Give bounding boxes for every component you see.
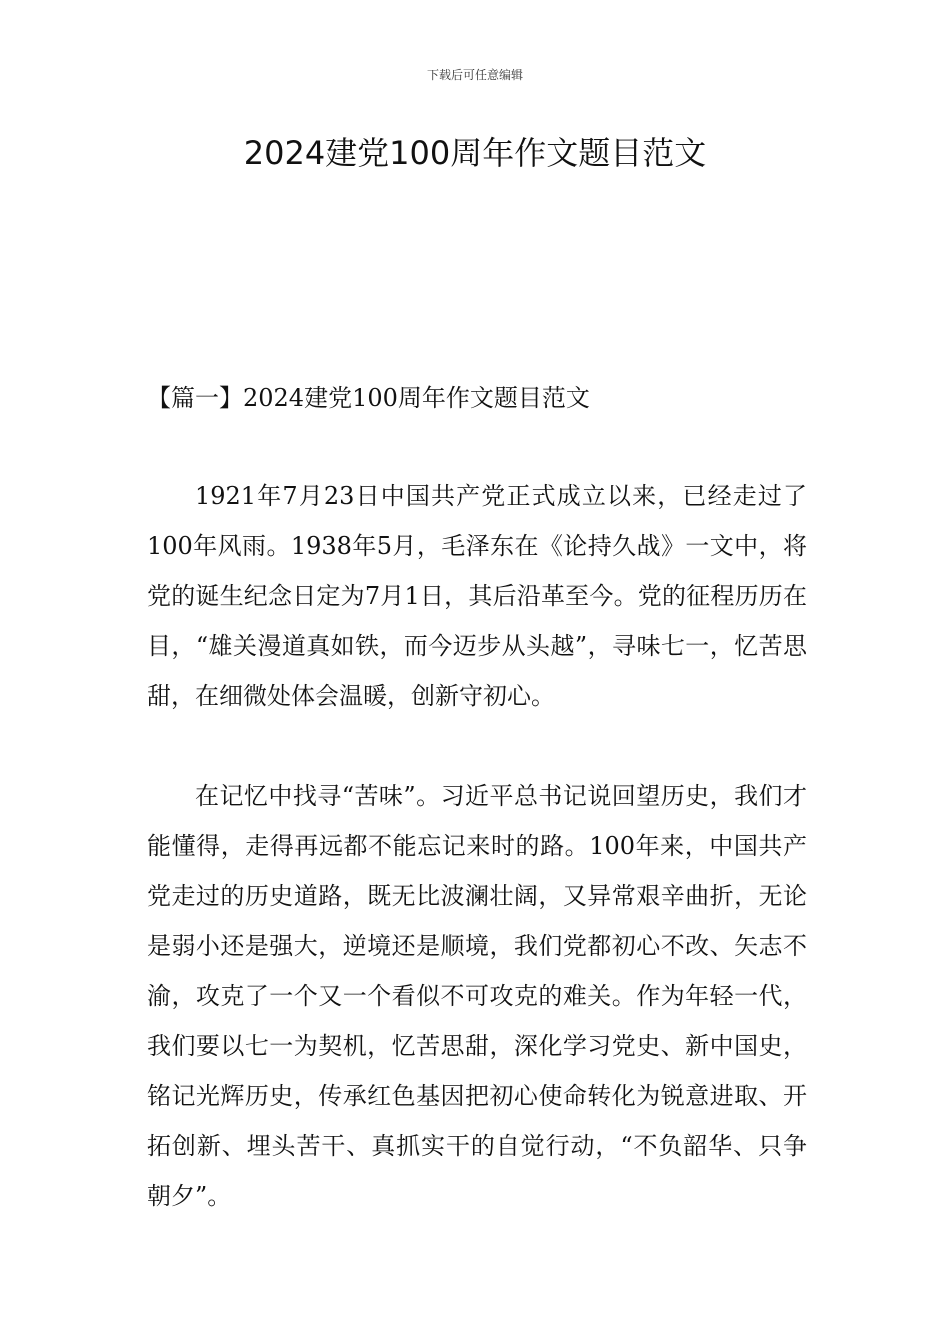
body-paragraph-1: 1921年7月23日中国共产党正式成立以来，已经走过了100年风雨。1938年5月，毛泽东在《论持久战》一文中，将党的诞生纪念日定为7月1日，其后沿革至今。党的征程历历在目，“雄关漫道真如铁，而今迈步从头越”，寻味七一，忆苦思甜，在细微处体会温暖，创新守初心。 bbox=[147, 482, 807, 710]
page-header-note: 下载后可任意编辑 bbox=[426, 68, 523, 82]
document-title: 2024建党100周年作文题目范文 bbox=[243, 134, 707, 172]
body-paragraph-2: 在记忆中找寻“苦味”。习近平总书记说回望历史，我们才能懂得，走得再远都不能忘记来时的路。100年来，中国共产党走过的历史道路，既无比波澜壮阔，又异常艰辛曲折，无论是弱小还是强大，逆境还是顺境，我们党都初心不改、矢志不渝，攻克了一个又一个看似不可攻克的难关。作为年轻一代，我们要以七一为契机，忆苦思甜，深化学习党史、新中国史，铭记光辉历史，传承红色基因把初心使命转化为锐意进取、开拓创新、埋头苦干、真抓实干的自觉行动，“不负韶华、只争朝夕”。 bbox=[147, 782, 807, 1210]
section-heading: 【篇一】2024建党100周年作文题目范文 bbox=[147, 384, 590, 412]
